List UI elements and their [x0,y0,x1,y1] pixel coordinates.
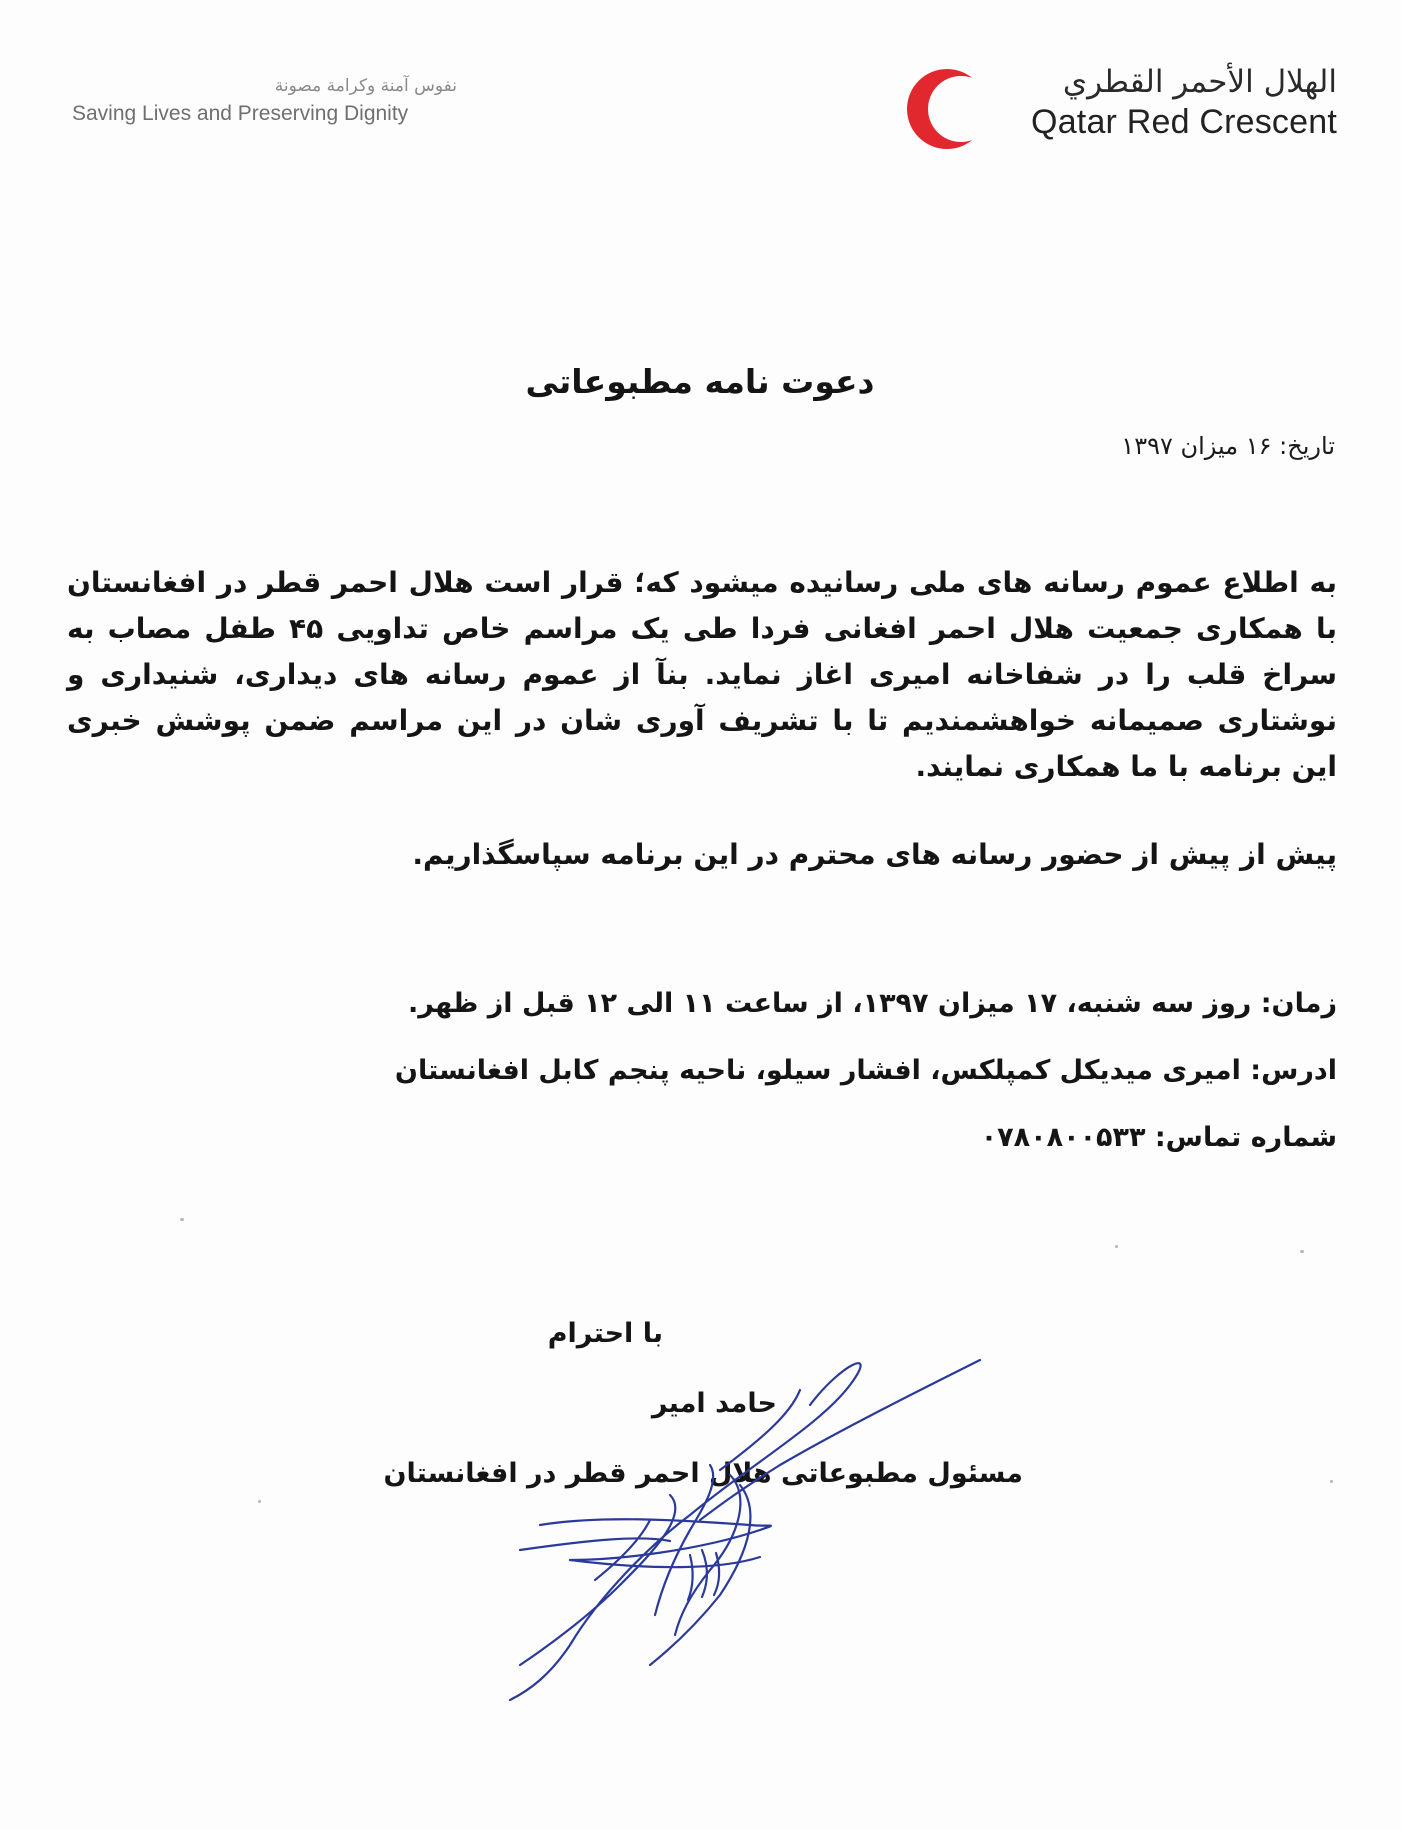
event-address: ادرس: امیری میدیکل کمپلکس، افشار سیلو، ناحیه پنجم کابل افغانستان [394,1055,1337,1086]
body-paragraph: به اطلاع عموم رسانه های ملی رسانیده میشود که؛ قرار است هلال احمر قطر در افغانستان با همکاری جمعیت هلال احمر افغانی فردا طی یک مراسم خاص تداویی ۴۵ طفل مصاب به سراخ قلب را در شفاخانه امیری اغاز نماید. بنآ از عموم رسانه های دیداری، شنیداری و نوشتاری صمیمانه خواهشمندیم تا با تشریف آوری شان در این مراسم ضمن پوشش خبری این برنامه با ما همکاری نمایند. [67,566,1337,783]
scan-speck [180,1218,184,1221]
closing-regards: با احترام [547,1318,663,1349]
scan-speck [1115,1245,1118,1248]
signer-position: مسئول مطبوعاتی هلال احمر قطر در افغانستان [383,1458,1023,1489]
tagline-english: Saving Lives and Preserving Dignity [72,102,409,125]
org-name-english: Qatar Red Crescent [1031,103,1337,141]
scan-speck [258,1500,261,1503]
tagline-arabic: نفوس آمنة وكرامة مصونة [274,76,457,96]
org-logo [905,62,1345,157]
page-title: دعوت نامه مطبوعاتی [525,362,875,401]
signer-name: حامد امیر [651,1388,777,1419]
letterhead-tagline [72,76,492,126]
scan-speck [1330,1480,1333,1483]
thanks-line: پیش از پیش از حضور رسانه های محترم در این برنامه سپاسگذاریم. [412,838,1337,871]
date-line: تاریخ: ۱۶ میزان ۱۳۹۷ [1121,432,1335,460]
scan-speck [1300,1250,1304,1253]
contact-phone: شماره تماس: ۰۷۸۰۸۰۰۵۳۳ [980,1122,1337,1153]
org-name-arabic: الهلال الأحمر القطري [1062,64,1337,100]
event-time: زمان: روز سه شنبه، ۱۷ میزان ۱۳۹۷، از ساعت ۱۱ الی ۱۲ قبل از ظهر. [408,988,1337,1019]
red-crescent-icon [905,66,987,152]
